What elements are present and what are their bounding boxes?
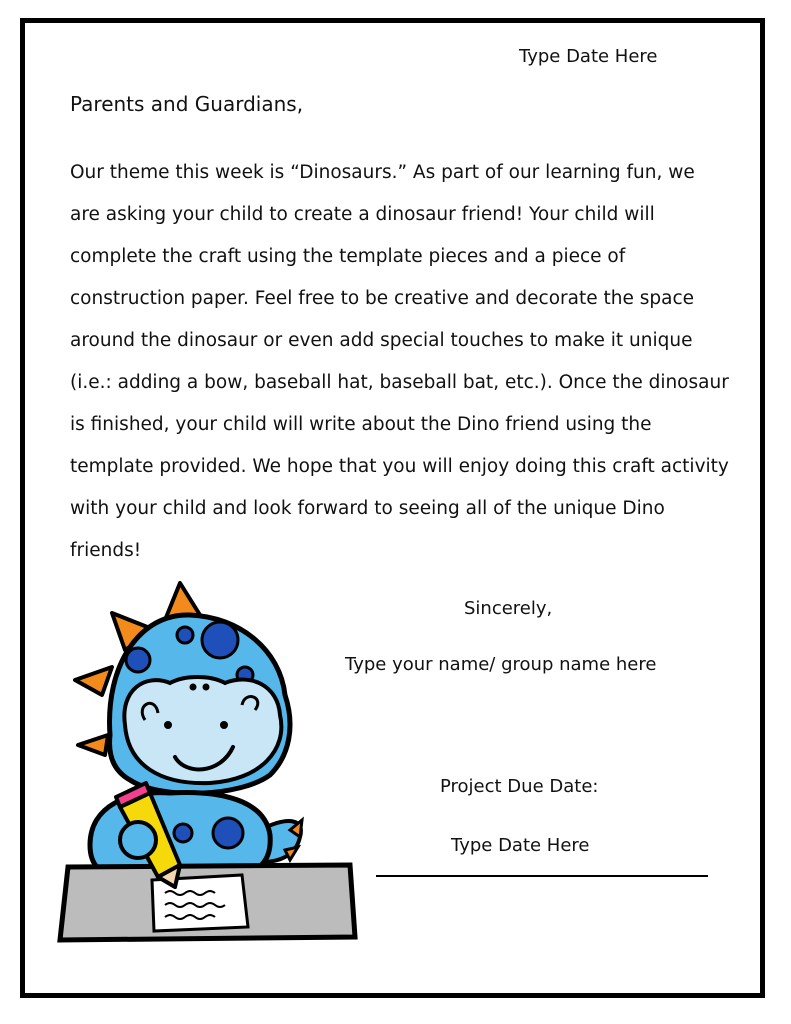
letter-body: Our theme this week is “Dinosaurs.” As part of our learning fun, we are asking your child to create a dinosaur friend! Your child will complete the craft using the template pieces and a piece of construction paper. Feel free to be creative and decorate the space around the dinosaur or even add special touches to make it unique (i.e.: adding a bow, baseball hat, baseball bat, etc.). Once the dinosaur is finished, your child will write about the Dino friend using the template provided. We hope that you will enjoy doing this craft activity with your child and look forward to seeing all of the unique Dino friends! xyxy=(70,162,729,561)
greeting: Parents and Guardians, xyxy=(70,92,304,116)
due-date-label: Project Due Date: xyxy=(440,776,599,797)
closing: Sincerely, xyxy=(464,598,553,619)
due-date-field[interactable]: Type Date Here xyxy=(451,835,590,856)
letter-date[interactable]: Type Date Here xyxy=(519,46,658,67)
dino-face xyxy=(124,677,281,783)
signature-field[interactable]: Type your name/ group name here xyxy=(345,654,657,675)
signature-line xyxy=(376,875,708,877)
dinosaur-writing-illustration xyxy=(50,575,370,955)
